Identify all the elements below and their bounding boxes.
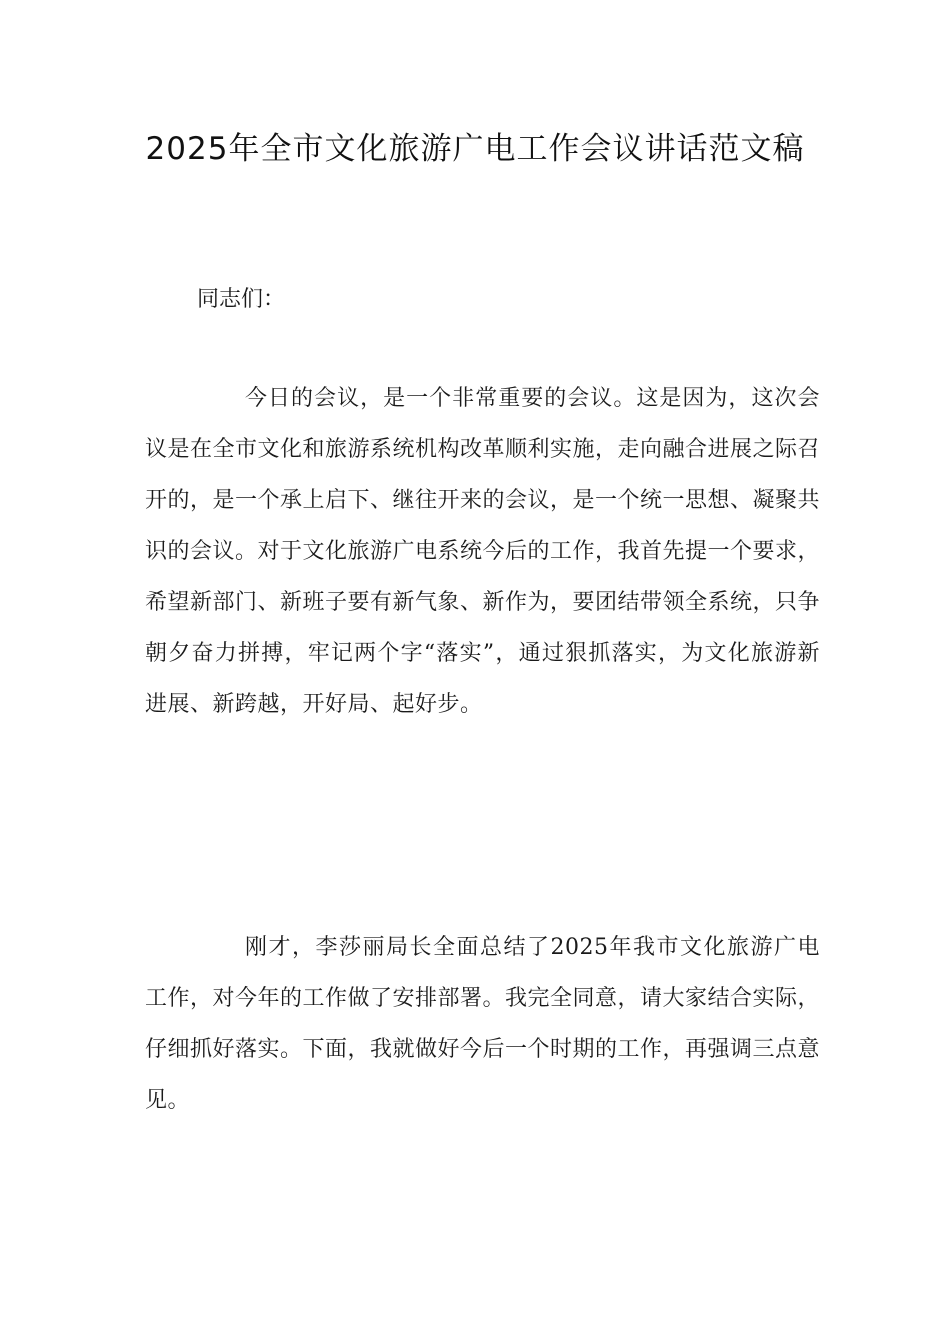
body-paragraph-2: 刚才，李莎丽局长全面总结了2025年我市文化旅游广电工作，对今年的工作做了安排部署。我完全同意，请大家结合实际，仔细抓好落实。下面，我就做好今后一个时期的工作，再强调三点意见。 — [145, 935, 821, 1113]
document-title: 2025年全市文化旅游广电工作会议讲话范文稿 — [145, 131, 805, 167]
salutation: 同志们： — [197, 287, 286, 312]
body-paragraph-1: 今日的会议，是一个非常重要的会议。这是因为，这次会议是在全市文化和旅游系统机构改革顺利实施，走向融合进展之际召开的，是一个承上启下、继往开来的会议，是一个统一思想、凝聚共识的会议。对于文化旅游广电系统今后的工作，我首先提一个要求，希望新部门、新班子要有新气象、新作为，要团结带领全系统，只争朝夕奋力拼搏，牢记两个字“落实”，通过狠抓落实，为文化旅游新进展、新跨越，开好局、起好步。 — [145, 386, 821, 717]
